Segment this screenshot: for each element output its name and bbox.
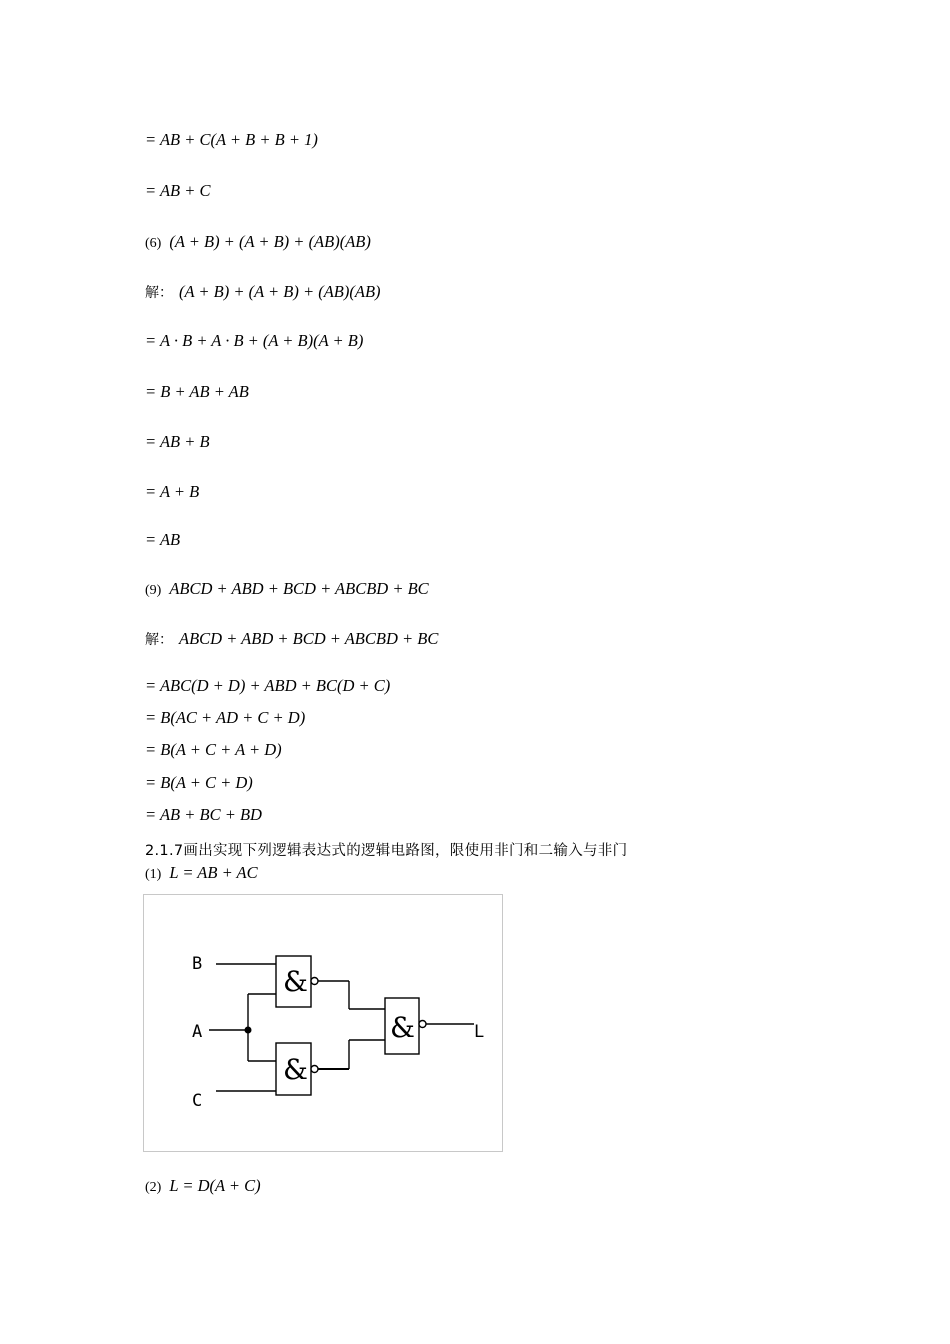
expr-line-9: = B(AC + AD + C + D) xyxy=(145,708,306,727)
expr-line-6: = A + B xyxy=(145,482,200,501)
expr-line-11: = B(A + C + D) xyxy=(145,773,253,792)
expr-line-8: = ABC(D + D) + ABD + BC(D + C) xyxy=(145,676,391,695)
expr-line-4: = B + AB + AB xyxy=(145,382,249,401)
expr-line-5: = AB + B xyxy=(145,432,210,451)
expr-line-3: = A · B + A · B + (A + B)(A + B) xyxy=(145,331,364,350)
question-2-tag: (2) xyxy=(145,1180,162,1195)
solution-label: 解： xyxy=(145,285,173,301)
expr-line-10: = B(A + C + A + D) xyxy=(145,740,282,759)
problem-6-solution: 解： (A + B) + (A + B) + (AB)(AB) xyxy=(145,282,381,301)
circuit-diagram xyxy=(144,895,504,1153)
expr-line-12: = AB + BC + BD xyxy=(145,805,262,824)
question-2: (2) L = D(A + C) xyxy=(145,1176,261,1195)
problem-6: (6) (A + B) + (A + B) + (AB)(AB) xyxy=(145,232,371,251)
solution-label: 解： xyxy=(145,632,173,648)
input-label-c: C xyxy=(192,1091,203,1111)
output-label-l: L xyxy=(474,1022,485,1042)
logic-circuit-figure xyxy=(143,894,503,1152)
problem-9: (9) ABCD + ABD + BCD + ABCBD + BC xyxy=(145,579,429,598)
gate-2-symbol: & xyxy=(283,1053,308,1086)
input-label-b: B xyxy=(192,954,203,974)
problem-6-tag: (6) xyxy=(145,236,162,251)
problem-9-solution: 解： ABCD + ABD + BCD + ABCBD + BC xyxy=(145,629,439,648)
input-label-a: A xyxy=(192,1022,203,1042)
question-1-tag: (1) xyxy=(145,867,162,882)
question-1: (1) L = AB + AC xyxy=(145,863,258,882)
expr-line-7: = AB xyxy=(145,530,181,549)
junction-dot xyxy=(245,1027,252,1034)
gate-3-symbol: & xyxy=(390,1011,415,1044)
expr-line-2: = AB + C xyxy=(145,181,211,200)
problem-9-tag: (9) xyxy=(145,583,162,598)
gate-1-symbol: & xyxy=(283,965,308,998)
expr-line-1: = AB + C(A + B + B + 1) xyxy=(145,130,318,149)
section-heading: 2.1.7画出实现下列逻辑表达式的逻辑电路图，限使用非门和二输入与非门 xyxy=(145,843,628,859)
